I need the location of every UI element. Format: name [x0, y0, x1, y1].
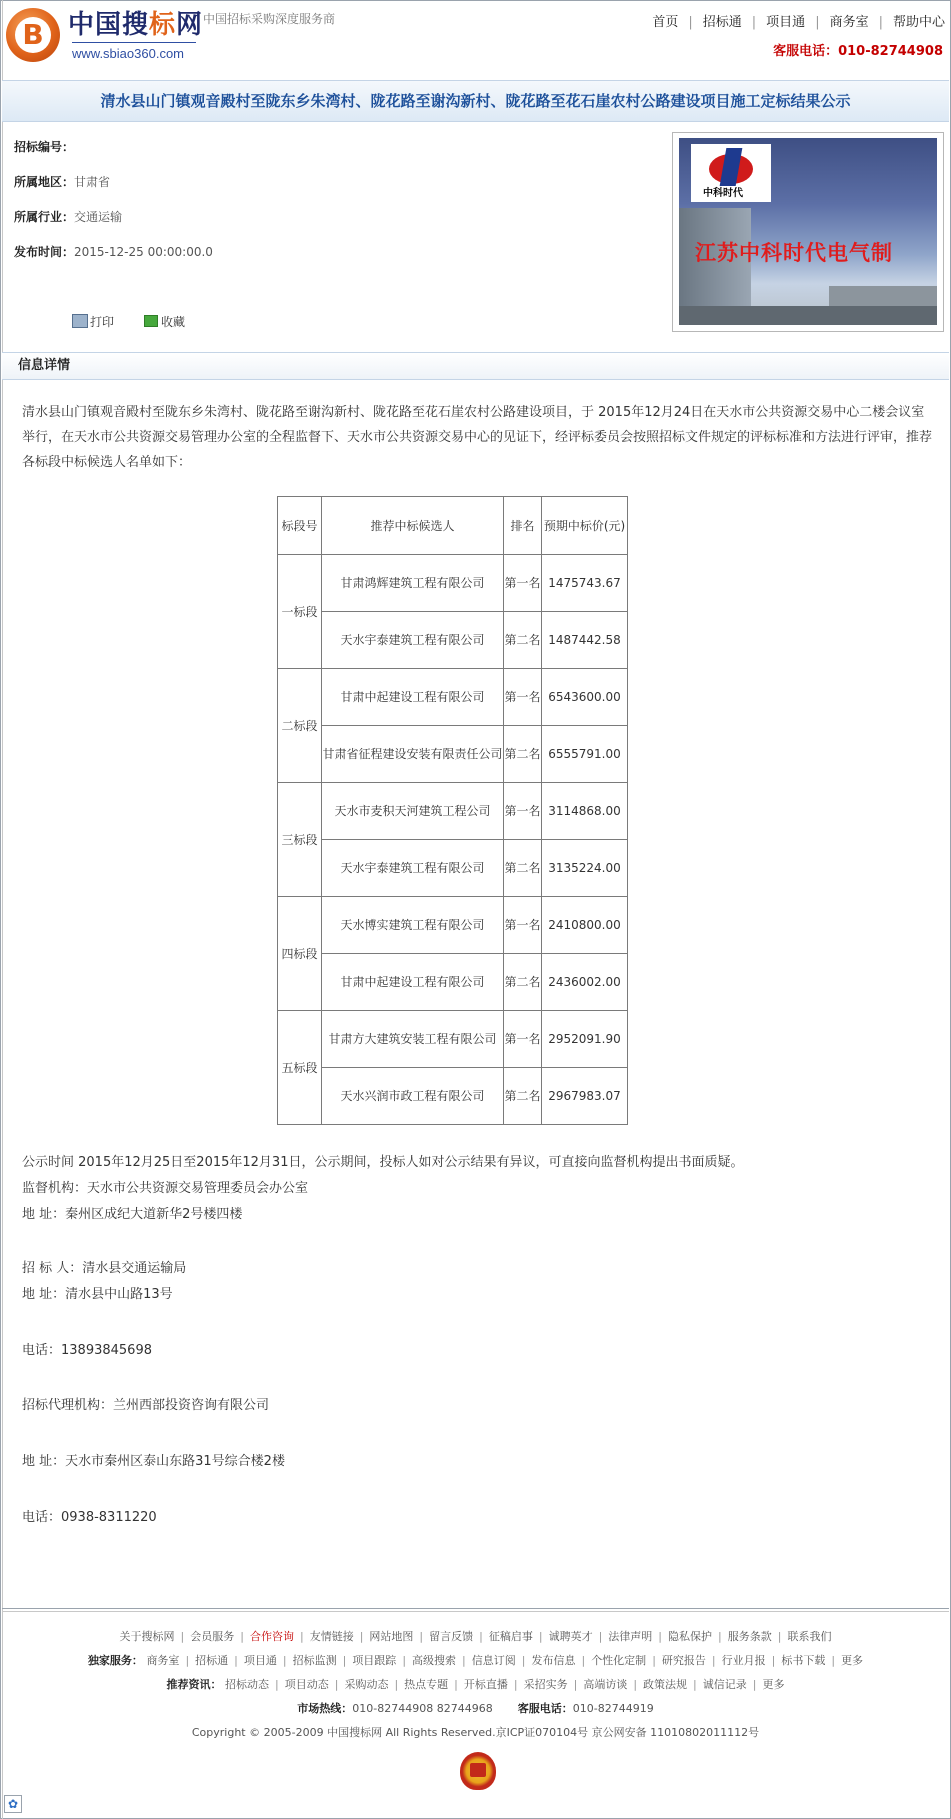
tenderer: 招 标 人：清水县交通运输局 [22, 1261, 187, 1276]
price-cell: 2410800.00 [542, 897, 628, 954]
col-header-rank: 排名 [504, 497, 542, 555]
footer-link[interactable]: 联系我们 [787, 1630, 832, 1643]
price-cell: 3114868.00 [542, 783, 628, 840]
news-link[interactable]: 诚信记录 [702, 1678, 747, 1691]
table-row [278, 612, 628, 669]
candidate-cell: 天水宇泰建筑工程有限公司 [322, 840, 504, 897]
candidate-cell: 甘肃中起建设工程有限公司 [322, 669, 504, 726]
table-row [278, 897, 628, 954]
market-value: 010-82744908 82744968 [352, 1702, 493, 1715]
table-row [278, 1011, 628, 1068]
service-link[interactable]: 项目通 [243, 1654, 277, 1667]
footer-divider-inner [2, 1611, 949, 1612]
page-title: 清水县山门镇观音殿村至陇东乡朱湾村、陇花路至谢沟新村、陇花路至花石崖农村公路建设项目施工定标结果公示 [100, 92, 851, 110]
print-button[interactable] [72, 313, 114, 331]
service-link[interactable]: 商务室 [146, 1654, 180, 1667]
results-table [277, 496, 628, 1125]
supervisor-address: 地 址：秦州区成纪大道新华2号楼四楼 [22, 1207, 243, 1222]
agency-phone: 电话：0938-8311220 [22, 1510, 157, 1525]
service-value: 010-82744919 [572, 1702, 654, 1715]
price-cell: 6543600.00 [542, 669, 628, 726]
section-title: 信息详情 [18, 358, 71, 373]
service-label: 客服电话： [517, 1702, 573, 1715]
market-label: 市场热线： [297, 1702, 353, 1715]
price-cell: 2436002.00 [542, 954, 628, 1011]
intro-paragraph: 清水县山门镇观音殿村至陇东乡朱湾村、陇花路至谢沟新村、陇花路至花石崖农村公路建设项目，于 2015年12月24日在天水市公共资源交易中心二楼会议室举行，在天水市公共资源交易管理办公室的全程监督下、天水市公共资源交易中心的见证下，经评标委员会按照招标文件规定的评标标准和方法进行评审，推荐各标段中标候选人名单如下： [22, 405, 933, 470]
candidate-cell: 天水兴润市政工程有限公司 [322, 1068, 504, 1125]
favorite-icon [144, 315, 158, 327]
news-link[interactable]: 招标动态 [225, 1678, 270, 1691]
region-value: 甘肃省 [74, 175, 111, 189]
ad-caption: 江苏中科时代电气制 [695, 241, 893, 265]
news-link[interactable]: 项目动态 [284, 1678, 329, 1691]
agency: 招标代理机构：兰州西部投资咨询有限公司 [22, 1398, 270, 1413]
segment-cell: 三标段 [278, 783, 322, 897]
service-link[interactable]: 项目跟踪 [352, 1654, 397, 1667]
paw-icon[interactable]: ✿ [4, 1795, 22, 1813]
left-border [2, 0, 3, 1819]
bid-no-label: 招标编号： [14, 140, 75, 154]
ad-emblem-icon [709, 154, 753, 184]
rank-cell: 第一名 [504, 669, 542, 726]
table-row [278, 1068, 628, 1125]
col-header-candidate: 推荐中标候选人 [322, 497, 504, 555]
table-row [278, 954, 628, 1011]
service-link[interactable]: 研究报告 [661, 1654, 706, 1667]
footer-divider [2, 1608, 949, 1609]
service-link[interactable]: 招标通 [195, 1654, 229, 1667]
police-badge-icon[interactable] [460, 1752, 496, 1790]
service-link-more[interactable]: 更多 [841, 1654, 864, 1667]
favorite-label: 收藏 [161, 315, 186, 329]
nav-xiangmutong[interactable]: 项目通 [766, 15, 806, 30]
segment-cell: 二标段 [278, 669, 322, 783]
price-cell: 3135224.00 [542, 840, 628, 897]
footer-link[interactable]: 征稿启事 [488, 1630, 533, 1643]
nav-zhaobiaotong[interactable]: 招标通 [702, 15, 742, 30]
publish-value: 2015-12-25 00:00:00.0 [74, 245, 213, 259]
site-name[interactable] [68, 8, 203, 42]
service-link[interactable]: 信息订阅 [471, 1654, 516, 1667]
site-name-pre: 中国搜 [68, 10, 150, 40]
service-link[interactable]: 发布信息 [531, 1654, 576, 1667]
nav-home[interactable]: 首页 [652, 15, 679, 30]
footer-recommended: 推荐资讯： 招标动态 | 项目动态 | 采购动态 | 热点专题 | 开标直播 | 采招实务 | 高端访谈 | 政策法规 | 诚信记录 | 更多 [166, 1678, 785, 1691]
candidate-cell: 甘肃省征程建设安装有限责任公司 [322, 726, 504, 783]
top-nav: 首页 | 招标通 | 项目通 | 商务室 | 帮助中心 [652, 15, 945, 30]
news-link[interactable]: 采购动态 [344, 1678, 389, 1691]
col-header-price: 预期中标价(元) [542, 497, 628, 555]
ad-company-logo [691, 144, 771, 202]
price-cell: 2952091.90 [542, 1011, 628, 1068]
meta-bid-no [14, 138, 74, 156]
copyright: Copyright © 2005-2009 中国搜标网 All Rights Reserved.京ICP证070104号 京公网安备 11010802011112号 [191, 1726, 760, 1739]
price-cell: 1475743.67 [542, 555, 628, 612]
logo-badge-icon[interactable] [6, 8, 60, 62]
table-row [278, 726, 628, 783]
footer-link[interactable]: 服务条款 [727, 1630, 772, 1643]
customer-hotline: 客服电话：010-82744908 [773, 44, 943, 59]
news-link[interactable]: 热点专题 [404, 1678, 449, 1691]
candidate-cell: 天水博实建筑工程有限公司 [322, 897, 504, 954]
industry-value: 交通运输 [74, 210, 123, 224]
favorite-button[interactable] [144, 313, 185, 331]
recommend-label: 推荐资讯： [166, 1678, 222, 1691]
ad-image [679, 138, 937, 325]
rank-cell: 第二名 [504, 726, 542, 783]
rank-cell: 第一名 [504, 783, 542, 840]
table-row [278, 555, 628, 612]
tenderer-phone: 电话：13893845698 [22, 1343, 152, 1358]
site-slogan: 中国招标采购深度服务商 [203, 12, 336, 26]
footer-link[interactable]: 法律声明 [608, 1630, 653, 1643]
nav-help-center[interactable]: 帮助中心 [892, 15, 945, 30]
rank-cell: 第一名 [504, 555, 542, 612]
industry-label: 所属行业： [14, 210, 75, 224]
notice-period: 公示时间 2015年12月25日至2015年12月31日，公示期间，投标人如对公示结果有异议，可直接向监督机构提出书面质疑。 [22, 1155, 744, 1170]
region-label: 所属地区： [14, 175, 75, 189]
ad-logo-text: 中科时代 [703, 188, 743, 199]
candidate-cell: 天水市麦积天河建筑工程公司 [322, 783, 504, 840]
news-link[interactable]: 采招实务 [523, 1678, 568, 1691]
segment-cell: 一标段 [278, 555, 322, 669]
candidate-cell: 甘肃方大建筑安装工程有限公司 [322, 1011, 504, 1068]
col-header-segment: 标段号 [278, 497, 322, 555]
service-link[interactable]: 行业月报 [721, 1654, 766, 1667]
news-link[interactable]: 政策法规 [643, 1678, 688, 1691]
print-label: 打印 [90, 315, 115, 329]
title-bar [2, 80, 949, 122]
agency-address: 地 址：天水市秦州区泰山东路31号综合楼2楼 [22, 1454, 285, 1469]
footer-link[interactable]: 留言反馈 [429, 1630, 474, 1643]
table-header-row [278, 497, 628, 555]
rank-cell: 第一名 [504, 897, 542, 954]
footer-contacts [0, 1700, 951, 1718]
footer-link[interactable]: 网站地图 [369, 1630, 414, 1643]
price-cell: 2967983.07 [542, 1068, 628, 1125]
footer-links: 关于搜标网 | 会员服务 | 合作咨询 | 友情链接 | 网站地图 | 留言反馈 | 征稿启事 | 诚聘英才 | 法律声明 | 隐私保护 | 服务条款 | 联系我们 [119, 1630, 832, 1643]
service-link[interactable]: 招标监测 [292, 1654, 337, 1667]
exclusive-label: 独家服务： [87, 1654, 143, 1667]
footer-link[interactable]: 关于搜标网 [119, 1630, 175, 1643]
table-row [278, 783, 628, 840]
price-cell: 1487442.58 [542, 612, 628, 669]
section-header [2, 352, 949, 380]
logo-letter: B [15, 17, 51, 53]
footer-exclusive-services: 独家服务： 商务室 | 招标通 | 项目通 | 招标监测 | 项目跟踪 | 高级搜索 | 信息订阅 | 发布信息 | 个性化定制 | 研究报告 | 行业月报 | 标书下载 | 更多 [87, 1654, 864, 1667]
price-cell: 6555791.00 [542, 726, 628, 783]
meta-region [14, 173, 110, 191]
footer-link[interactable]: 友情链接 [309, 1630, 354, 1643]
segment-cell: 五标段 [278, 1011, 322, 1125]
printer-icon [72, 314, 88, 328]
rank-cell: 第一名 [504, 1011, 542, 1068]
supervisor: 监督机构：天水市公共资源交易管理委员会办公室 [22, 1181, 309, 1196]
site-name-highlight: 标 [149, 10, 177, 40]
table-row [278, 669, 628, 726]
rank-cell: 第二名 [504, 840, 542, 897]
tenderer-address: 地 址：清水县中山路13号 [22, 1287, 173, 1302]
footer-link[interactable]: 诚聘英才 [548, 1630, 593, 1643]
table-row [278, 840, 628, 897]
footer-link[interactable]: 会员服务 [190, 1630, 235, 1643]
ad-banner[interactable] [672, 132, 944, 332]
site-url: www.sbiao360.com [72, 46, 184, 61]
rank-cell: 第二名 [504, 1068, 542, 1125]
ad-ground [679, 306, 937, 325]
site-header [0, 0, 951, 78]
meta-publish-time [14, 243, 213, 261]
footer-link-cooperation[interactable]: 合作咨询 [249, 1630, 294, 1643]
footer-link[interactable]: 隐私保护 [668, 1630, 713, 1643]
service-link[interactable]: 个性化定制 [591, 1654, 647, 1667]
meta-industry [14, 208, 122, 226]
logo-divider [72, 42, 196, 43]
news-link[interactable]: 高端访谈 [583, 1678, 628, 1691]
news-link-more[interactable]: 更多 [762, 1678, 785, 1691]
service-link[interactable]: 高级搜索 [412, 1654, 457, 1667]
rank-cell: 第二名 [504, 612, 542, 669]
segment-cell: 四标段 [278, 897, 322, 1011]
candidate-cell: 甘肃鸿辉建筑工程有限公司 [322, 555, 504, 612]
rank-cell: 第二名 [504, 954, 542, 1011]
candidate-cell: 甘肃中起建设工程有限公司 [322, 954, 504, 1011]
service-link[interactable]: 标书下载 [781, 1654, 826, 1667]
nav-shangwushi[interactable]: 商务室 [829, 15, 869, 30]
site-name-post: 网 [176, 10, 204, 40]
news-link[interactable]: 开标直播 [463, 1678, 508, 1691]
candidate-cell: 天水宇泰建筑工程有限公司 [322, 612, 504, 669]
publish-label: 发布时间： [14, 245, 75, 259]
